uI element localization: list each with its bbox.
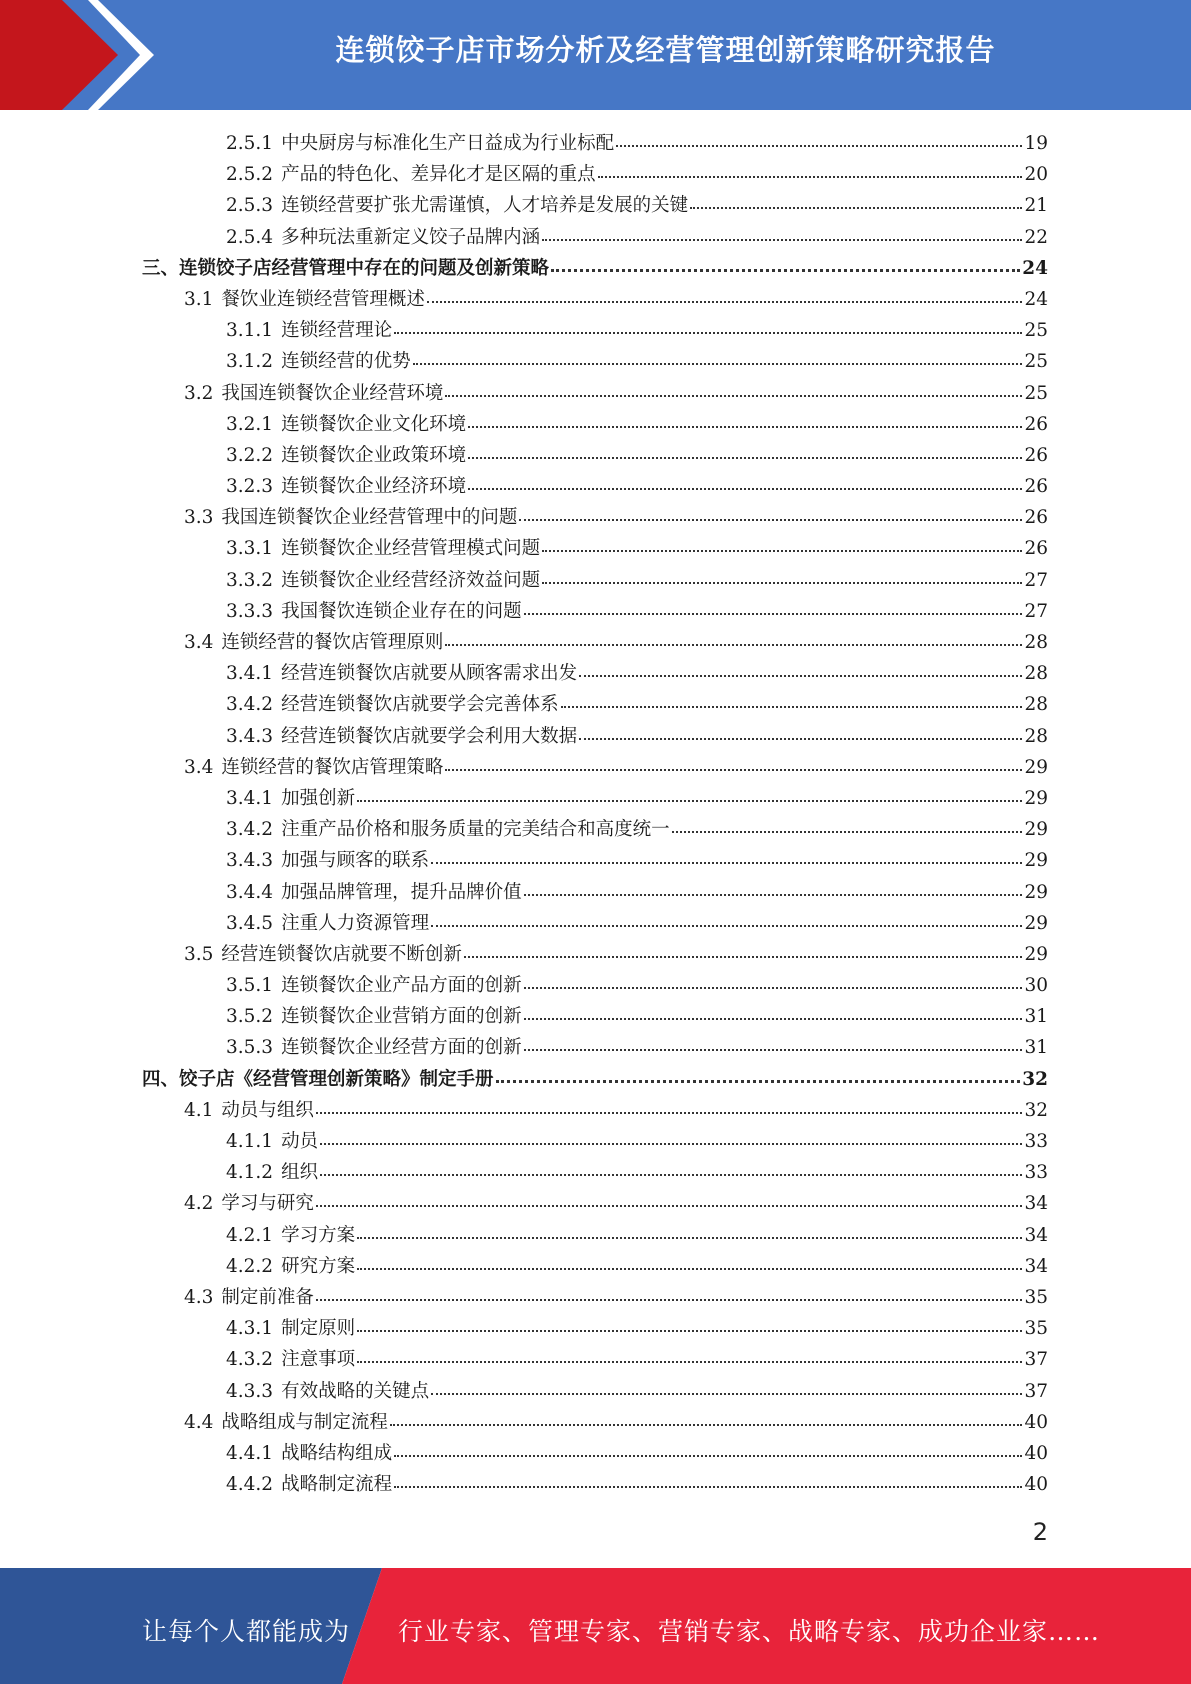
toc-entry-page: 28 bbox=[1024, 632, 1048, 653]
toc-entry-title: 战略组成与制定流程 bbox=[221, 1411, 388, 1433]
toc-entry-page: 28 bbox=[1024, 663, 1048, 685]
toc-dot-leader bbox=[690, 207, 1022, 209]
toc-entry-title: 战略结构组成 bbox=[281, 1442, 393, 1464]
toc-entry-page: 21 bbox=[1024, 195, 1048, 217]
toc-entry-number: 3.4.5 bbox=[226, 912, 274, 934]
toc-entry[interactable] bbox=[142, 315, 1048, 346]
toc-entry[interactable] bbox=[142, 1407, 1048, 1438]
toc-entry-page: 26 bbox=[1024, 444, 1048, 466]
toc-entry[interactable] bbox=[142, 908, 1048, 939]
toc-entry-page: 25 bbox=[1024, 382, 1048, 404]
toc-dot-leader bbox=[524, 894, 1023, 896]
toc-dot-leader bbox=[468, 488, 1022, 490]
toc-entry-number: 4.4.1 bbox=[226, 1442, 274, 1464]
toc-entry-page: 33 bbox=[1024, 1162, 1048, 1184]
toc-entry-title: 动员 bbox=[281, 1131, 319, 1152]
toc-entry-number: 3.5 bbox=[184, 943, 214, 965]
toc-entry-title: 连锁经营的优势 bbox=[281, 351, 411, 373]
toc-entry-number: 3.1.1 bbox=[226, 320, 274, 342]
toc-entry-title: 连锁餐饮企业产品方面的创新 bbox=[281, 975, 522, 997]
toc-entry[interactable] bbox=[142, 1126, 1048, 1157]
toc-entry-page: 35 bbox=[1024, 1286, 1048, 1308]
toc-entry-number: 3.4 bbox=[184, 756, 214, 778]
toc-entry[interactable] bbox=[142, 1001, 1048, 1032]
toc-dot-leader bbox=[672, 831, 1023, 833]
toc-dot-leader bbox=[431, 1393, 1022, 1395]
toc-entry[interactable] bbox=[142, 970, 1048, 1001]
toc-entry[interactable] bbox=[142, 939, 1048, 970]
toc-entry-title: 连锁餐饮企业经营经济效益问题 bbox=[281, 569, 541, 591]
toc-entry-title: 多种玩法重新定义饺子品牌内涵 bbox=[281, 226, 541, 248]
toc-entry-title: 加强品牌管理，提升品牌价值 bbox=[281, 881, 522, 903]
toc-entry-title: 学习方案 bbox=[281, 1224, 356, 1246]
toc-entry-number: 4.2 bbox=[184, 1193, 214, 1215]
toc-entry-title: 我国连锁餐饮企业经营环境 bbox=[221, 382, 444, 404]
toc-entry[interactable] bbox=[142, 1469, 1048, 1500]
toc-dot-leader bbox=[524, 613, 1023, 615]
toc-dot-leader bbox=[320, 1174, 1022, 1176]
toc-entry-page: 33 bbox=[1024, 1131, 1048, 1152]
toc-entry-title: 连锁餐饮企业经济环境 bbox=[281, 476, 467, 498]
toc-entry[interactable] bbox=[142, 159, 1048, 190]
toc-entry[interactable] bbox=[142, 627, 1048, 658]
toc-dot-leader bbox=[316, 1299, 1023, 1301]
header-band bbox=[0, 0, 1191, 110]
toc-dot-leader bbox=[519, 519, 1022, 521]
toc-entry-page: 35 bbox=[1024, 1318, 1048, 1340]
toc-entry-number: 3.4.1 bbox=[226, 663, 274, 685]
toc-entry-title: 注意事项 bbox=[281, 1349, 356, 1371]
toc-dot-leader bbox=[468, 457, 1022, 459]
toc-entry-page: 24 bbox=[1024, 288, 1048, 310]
toc-entry[interactable] bbox=[142, 721, 1048, 752]
toc-entry-number: 3.3.1 bbox=[226, 538, 274, 560]
toc-entry-title: 制定原则 bbox=[281, 1318, 356, 1340]
toc-entry-number: 4.3 bbox=[184, 1286, 214, 1308]
toc-entry-title: 连锁餐饮企业营销方面的创新 bbox=[281, 1006, 522, 1028]
toc-entry[interactable] bbox=[142, 346, 1048, 377]
toc-dot-leader bbox=[598, 176, 1023, 178]
toc-entry-number: 3.5.1 bbox=[226, 975, 274, 997]
toc-dot-leader bbox=[394, 1486, 1022, 1488]
toc-entry-page: 29 bbox=[1024, 787, 1048, 809]
toc-entry[interactable] bbox=[142, 752, 1048, 783]
toc-entry-title: 加强创新 bbox=[281, 787, 356, 809]
toc-entry[interactable] bbox=[142, 533, 1048, 564]
toc-entry-number: 4.3.3 bbox=[226, 1380, 274, 1402]
toc-entry[interactable] bbox=[142, 814, 1048, 845]
toc-entry-number: 4.4 bbox=[184, 1411, 214, 1433]
page-number: 2 bbox=[1032, 1518, 1048, 1546]
toc-entry[interactable] bbox=[142, 1438, 1048, 1469]
toc-entry-number: 4.1 bbox=[184, 1099, 214, 1121]
toc-dot-leader bbox=[445, 395, 1022, 397]
toc-entry-page: 27 bbox=[1024, 600, 1048, 622]
toc-entry[interactable] bbox=[142, 1188, 1048, 1219]
toc-dot-leader bbox=[316, 1205, 1023, 1207]
toc-entry-page: 29 bbox=[1024, 881, 1048, 903]
toc-entry-number: 3.3.2 bbox=[226, 569, 274, 591]
toc-entry-page: 40 bbox=[1024, 1411, 1048, 1433]
toc-entry-page: 40 bbox=[1024, 1442, 1048, 1464]
toc-entry-page: 29 bbox=[1024, 756, 1048, 778]
toc-entry-title: 产品的特色化、差异化才是区隔的重点 bbox=[281, 164, 596, 186]
toc-entry-page: 29 bbox=[1024, 819, 1048, 841]
toc-entry[interactable] bbox=[142, 1344, 1048, 1375]
toc-dot-leader bbox=[542, 582, 1022, 584]
toc-entry[interactable] bbox=[142, 128, 1048, 159]
footer-slogan-right: 行业专家、管理专家、营销专家、战略专家、成功企业家…… bbox=[398, 1617, 1101, 1646]
toc-dot-leader bbox=[579, 675, 1022, 677]
toc-entry-title: 连锁餐饮企业政策环境 bbox=[281, 444, 467, 466]
toc-entry-number: 3.1.2 bbox=[226, 351, 274, 373]
toc-dot-leader bbox=[616, 145, 1022, 147]
toc-entry-page: 25 bbox=[1024, 351, 1048, 373]
toc-entry[interactable] bbox=[142, 689, 1048, 720]
toc-entry[interactable] bbox=[142, 877, 1048, 908]
toc-entry-title: 连锁餐饮企业文化环境 bbox=[281, 413, 467, 435]
toc-dot-leader bbox=[431, 862, 1022, 864]
toc-entry-number: 4.1.1 bbox=[226, 1131, 274, 1152]
toc-entry-page: 31 bbox=[1024, 1037, 1048, 1059]
toc-entry-title: 制定前准备 bbox=[221, 1286, 314, 1308]
toc-entry-title: 经营连锁餐饮店就要不断创新 bbox=[221, 943, 462, 965]
toc-entry-title: 连锁餐饮企业经营方面的创新 bbox=[281, 1037, 522, 1059]
toc-entry-title: 三、连锁饺子店经营管理中存在的问题及创新策略 bbox=[142, 257, 550, 279]
toc-entry-page: 28 bbox=[1024, 725, 1048, 747]
toc-entry-page: 26 bbox=[1024, 413, 1048, 435]
toc-dot-leader bbox=[524, 987, 1023, 989]
toc-entry-number: 4.4.2 bbox=[226, 1474, 274, 1496]
toc-entry-title: 餐饮业连锁经营管理概述 bbox=[221, 288, 425, 310]
toc-entry-title: 我国餐饮连锁企业存在的问题 bbox=[281, 600, 522, 622]
toc-entry-number: 3.4.2 bbox=[226, 694, 274, 716]
toc-entry-page: 24 bbox=[1022, 257, 1048, 279]
toc-entry-number: 3.2 bbox=[184, 382, 214, 404]
toc-entry-number: 3.3 bbox=[184, 507, 214, 529]
toc-dot-leader bbox=[551, 269, 1020, 272]
toc-dot-leader bbox=[445, 769, 1022, 771]
toc-dot-leader bbox=[542, 239, 1022, 241]
toc-entry-title: 注重产品价格和服务质量的完美结合和高度统一 bbox=[281, 819, 670, 841]
toc-entry-number: 4.1.2 bbox=[226, 1162, 274, 1184]
toc-entry-page: 37 bbox=[1024, 1380, 1048, 1402]
toc-entry[interactable] bbox=[142, 565, 1048, 596]
toc-entry[interactable] bbox=[142, 596, 1048, 627]
toc-entry-number: 3.3.3 bbox=[226, 600, 274, 622]
toc-entry-number: 3.4 bbox=[184, 632, 214, 653]
toc-entry-page: 37 bbox=[1024, 1349, 1048, 1371]
toc-entry-page: 27 bbox=[1024, 569, 1048, 591]
toc-entry-number: 3.5.2 bbox=[226, 1006, 274, 1028]
toc-entry-number: 3.5.3 bbox=[226, 1037, 274, 1059]
toc-entry[interactable] bbox=[142, 284, 1048, 315]
toc-entry[interactable] bbox=[142, 440, 1048, 471]
toc-entry-page: 29 bbox=[1024, 850, 1048, 872]
toc-dot-leader bbox=[394, 332, 1022, 334]
toc-entry[interactable] bbox=[142, 471, 1048, 502]
toc-entry[interactable] bbox=[142, 409, 1048, 440]
toc-entry-title: 战略制定流程 bbox=[281, 1474, 393, 1496]
toc-dot-leader bbox=[542, 550, 1022, 552]
toc-entry-number: 2.5.2 bbox=[226, 164, 274, 186]
toc-dot-leader bbox=[445, 644, 1022, 646]
toc-entry-title: 经营连锁餐饮店就要学会完善体系 bbox=[281, 694, 559, 716]
toc-entry-page: 40 bbox=[1024, 1474, 1048, 1496]
toc-entry-number: 3.4.4 bbox=[226, 881, 274, 903]
toc-entry-title: 注重人力资源管理 bbox=[281, 912, 430, 934]
toc-dot-leader bbox=[394, 1455, 1022, 1457]
toc-dot-leader bbox=[390, 1424, 1023, 1426]
toc-dot-leader bbox=[468, 426, 1022, 428]
toc-entry-page: 34 bbox=[1024, 1224, 1048, 1246]
toc-entry-page: 30 bbox=[1024, 975, 1048, 997]
toc-dot-leader bbox=[413, 363, 1023, 365]
toc-entry-number: 2.5.1 bbox=[226, 133, 274, 154]
toc-entry-page: 32 bbox=[1024, 1099, 1048, 1121]
toc-dot-leader bbox=[357, 1237, 1022, 1239]
toc-entry-page: 31 bbox=[1024, 1006, 1048, 1028]
toc-entry-number: 3.2.3 bbox=[226, 476, 274, 498]
toc-dot-leader bbox=[320, 1143, 1022, 1145]
toc-entry-title: 连锁餐饮企业经营管理模式问题 bbox=[281, 538, 541, 560]
toc-entry-title: 学习与研究 bbox=[221, 1193, 314, 1215]
report-title: 连锁饺子店市场分析及经营管理创新策略研究报告 bbox=[335, 33, 996, 67]
footer-slogan-left: 让每个人都能成为 bbox=[142, 1617, 351, 1646]
toc-entry-page: 29 bbox=[1024, 943, 1048, 965]
toc-entry-number: 3.4.2 bbox=[226, 819, 274, 841]
toc-entry-title: 连锁经营理论 bbox=[281, 320, 393, 342]
toc-dot-leader bbox=[579, 738, 1022, 740]
toc-entry-page: 29 bbox=[1024, 912, 1048, 934]
toc-dot-leader bbox=[357, 1361, 1022, 1363]
toc-dot-leader bbox=[524, 1018, 1023, 1020]
toc-entry-title: 组织 bbox=[281, 1162, 319, 1184]
toc-dot-leader bbox=[561, 706, 1023, 708]
toc-entry-number: 3.4.3 bbox=[226, 850, 274, 872]
toc-entry-title: 连锁经营的餐饮店管理原则 bbox=[221, 632, 444, 653]
toc-entry-title: 加强与顾客的联系 bbox=[281, 850, 430, 872]
toc-dot-leader bbox=[357, 1268, 1022, 1270]
toc-entry-number: 3.4.1 bbox=[226, 787, 274, 809]
toc-entry[interactable] bbox=[142, 658, 1048, 689]
toc-entry-title: 我国连锁餐饮企业经营管理中的问题 bbox=[221, 507, 518, 529]
toc-entry-title: 有效战略的关键点 bbox=[281, 1380, 430, 1402]
toc-entry-title: 连锁经营的餐饮店管理策略 bbox=[221, 756, 444, 778]
toc-entry-title: 经营连锁餐饮店就要学会利用大数据 bbox=[281, 725, 578, 747]
toc-entry[interactable] bbox=[142, 1220, 1048, 1251]
toc-entry-title: 中央厨房与标准化生产日益成为行业标配 bbox=[281, 133, 615, 154]
toc-entry-page: 20 bbox=[1024, 164, 1048, 186]
toc-dot-leader bbox=[431, 925, 1022, 927]
toc-entry[interactable] bbox=[142, 253, 1048, 284]
toc-entry[interactable] bbox=[142, 845, 1048, 876]
toc-entry[interactable] bbox=[142, 1032, 1048, 1063]
toc-dot-leader bbox=[464, 956, 1023, 958]
table-of-contents bbox=[142, 128, 1048, 1500]
toc-entry[interactable] bbox=[142, 190, 1048, 221]
toc-entry-number: 4.2.1 bbox=[226, 1224, 274, 1246]
toc-entry-title: 连锁经营要扩张尤需谨慎，人才培养是发展的关键 bbox=[281, 195, 689, 217]
toc-dot-leader bbox=[357, 1330, 1022, 1332]
toc-entry-number: 3.1 bbox=[184, 288, 214, 310]
toc-entry-page: 26 bbox=[1024, 507, 1048, 529]
toc-entry-page: 34 bbox=[1024, 1255, 1048, 1277]
toc-dot-leader bbox=[316, 1112, 1023, 1114]
toc-entry-number: 3.2.2 bbox=[226, 444, 274, 466]
toc-entry-number: 3.4.3 bbox=[226, 725, 274, 747]
toc-entry-page: 26 bbox=[1024, 476, 1048, 498]
footer-band bbox=[0, 1568, 1191, 1684]
toc-entry[interactable] bbox=[142, 502, 1048, 533]
toc-entry-title: 四、饺子店《经营管理创新策略》制定手册 bbox=[142, 1068, 494, 1090]
toc-entry-number: 4.2.2 bbox=[226, 1255, 274, 1277]
toc-entry-page: 22 bbox=[1024, 226, 1048, 248]
toc-dot-leader bbox=[357, 800, 1022, 802]
toc-dot-leader bbox=[524, 1049, 1023, 1051]
toc-entry-title: 研究方案 bbox=[281, 1255, 356, 1277]
toc-entry-title: 动员与组织 bbox=[221, 1099, 314, 1121]
toc-entry[interactable] bbox=[142, 1251, 1048, 1282]
toc-entry[interactable] bbox=[142, 378, 1048, 409]
toc-entry-number: 4.3.1 bbox=[226, 1318, 274, 1340]
toc-entry[interactable] bbox=[142, 1157, 1048, 1188]
toc-entry-title: 经营连锁餐饮店就要从顾客需求出发 bbox=[281, 663, 578, 685]
toc-entry[interactable] bbox=[142, 1376, 1048, 1407]
toc-dot-leader bbox=[427, 301, 1023, 303]
toc-entry[interactable] bbox=[142, 1064, 1048, 1095]
toc-entry[interactable] bbox=[142, 783, 1048, 814]
toc-entry-page: 25 bbox=[1024, 320, 1048, 342]
toc-entry-page: 26 bbox=[1024, 538, 1048, 560]
toc-entry-number: 4.3.2 bbox=[226, 1349, 274, 1371]
toc-dot-leader bbox=[496, 1080, 1021, 1083]
toc-entry[interactable] bbox=[142, 1095, 1048, 1126]
toc-entry-number: 2.5.3 bbox=[226, 195, 274, 217]
toc-entry[interactable] bbox=[142, 1313, 1048, 1344]
toc-entry-page: 19 bbox=[1024, 133, 1048, 154]
toc-entry-page: 32 bbox=[1022, 1068, 1048, 1090]
toc-entry[interactable] bbox=[142, 222, 1048, 253]
chevron-arrow-icon bbox=[0, 0, 160, 110]
toc-entry-page: 28 bbox=[1024, 694, 1048, 716]
toc-entry-page: 34 bbox=[1024, 1193, 1048, 1215]
toc-entry-number: 3.2.1 bbox=[226, 413, 274, 435]
toc-entry-number: 2.5.4 bbox=[226, 226, 274, 248]
toc-entry[interactable] bbox=[142, 1282, 1048, 1313]
